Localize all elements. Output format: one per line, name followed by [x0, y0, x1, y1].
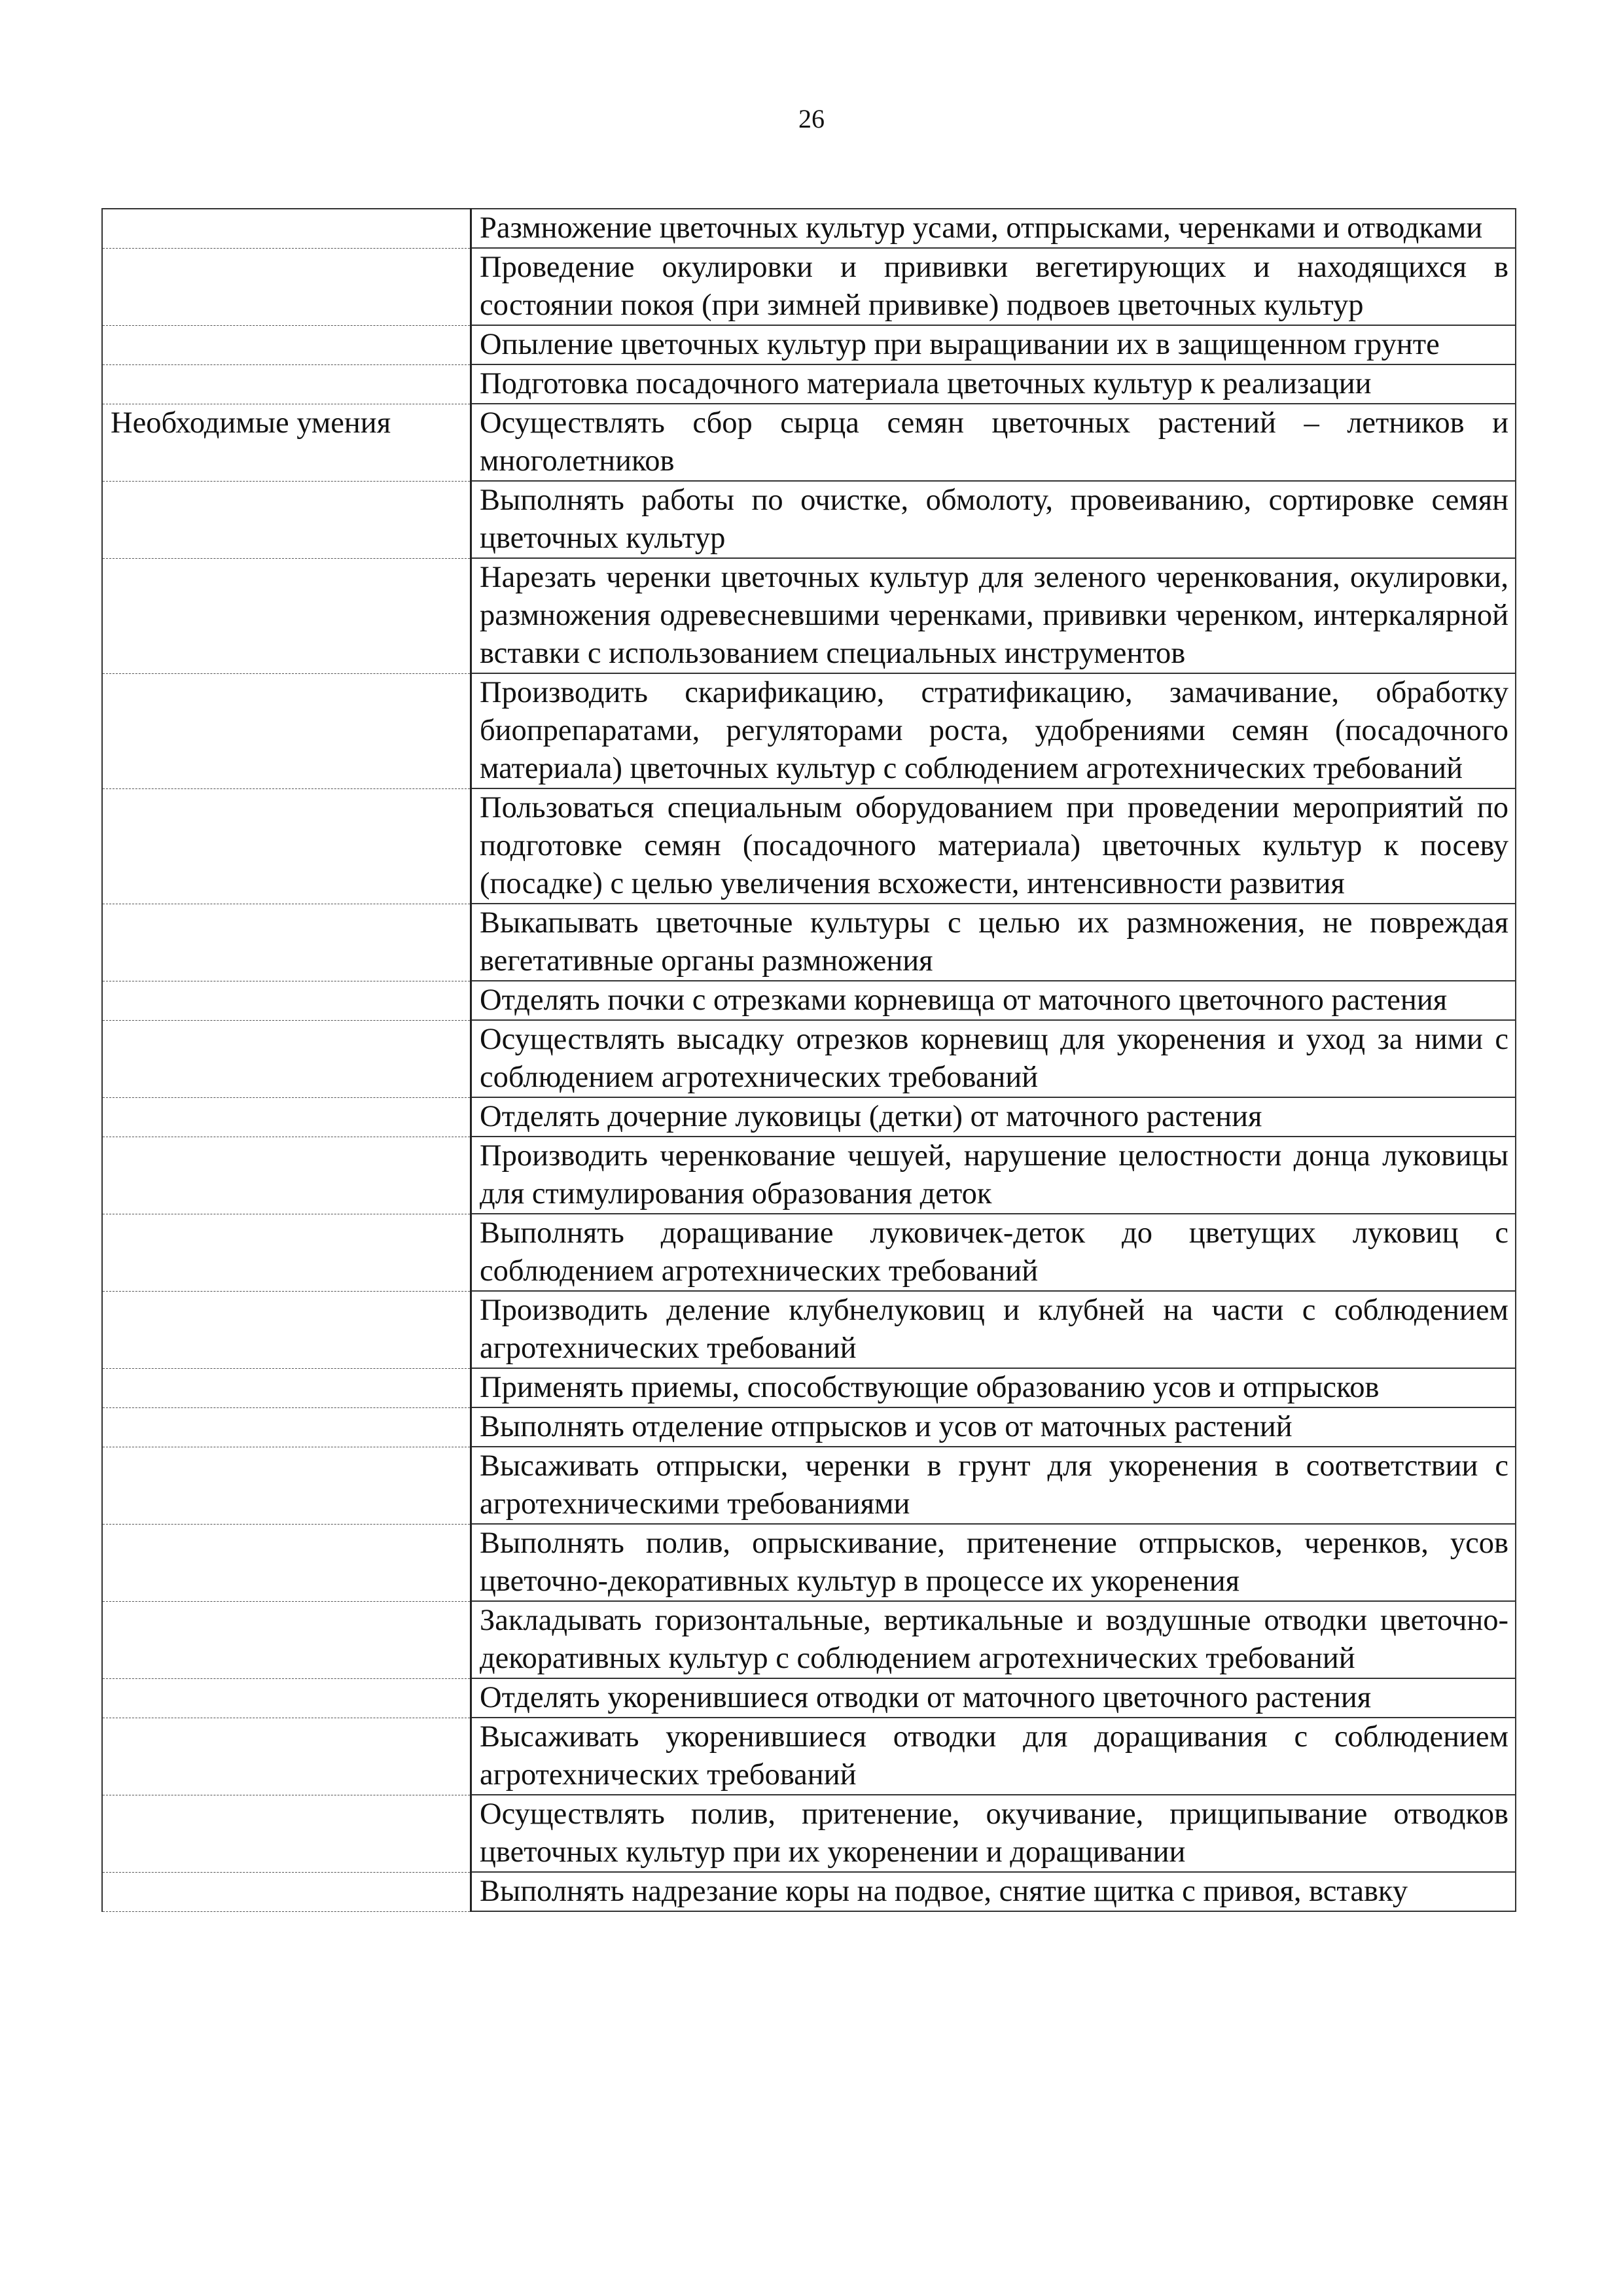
row-label-cell: [102, 1097, 471, 1137]
row-text: Выполнять надрезание коры на подвое, снятие щитка с привоя, вставку: [471, 1872, 1516, 1911]
row-label-cell: [102, 325, 471, 364]
table-row: [102, 1214, 1516, 1291]
table-row: [102, 1795, 1516, 1872]
row-label-cell: [102, 1447, 471, 1524]
row-label-cell: [102, 788, 471, 904]
table-row: [102, 209, 1516, 248]
table-row: [102, 1447, 1516, 1524]
table-row: [102, 1368, 1516, 1407]
row-label-cell: [102, 1214, 471, 1291]
table-row: [102, 558, 1516, 673]
table-row: [102, 981, 1516, 1020]
row-text: Выполнять доращивание луковичек-деток до цветущих луковиц с соблюдением агротехнических требований: [471, 1214, 1516, 1291]
table-row: [102, 325, 1516, 364]
row-label-cell: [102, 1795, 471, 1872]
table-row: [102, 1137, 1516, 1214]
row-text: Отделять почки с отрезками корневища от маточного цветочного растения: [471, 981, 1516, 1020]
table-row: [102, 481, 1516, 558]
requirements-table: [101, 208, 1516, 1912]
row-label-cell: [102, 1368, 471, 1407]
table-row: [102, 1097, 1516, 1137]
row-label-cell: [102, 364, 471, 404]
row-label-cell: [102, 981, 471, 1020]
row-text: Высаживать отпрыски, черенки в грунт для укоренения в соответствии с агротехническими требованиями: [471, 1447, 1516, 1524]
row-text: Выполнять работы по очистке, обмолоту, провеиванию, сортировке семян цветочных культур: [471, 481, 1516, 558]
row-text: Осуществлять полив, притенение, окучивание, прищипывание отводков цветочных культур при их укоренении и доращивании: [471, 1795, 1516, 1872]
row-label-cell: [102, 673, 471, 788]
page-number: 26: [798, 104, 825, 133]
table-row: [102, 1524, 1516, 1601]
table-row: [102, 1291, 1516, 1368]
row-label-cell: [102, 1291, 471, 1368]
table-row: [102, 788, 1516, 904]
row-text: Осуществлять сбор сырца семян цветочных растений – летников и многолетников: [471, 404, 1516, 481]
table-row: [102, 904, 1516, 981]
row-label-cell: [102, 1137, 471, 1214]
row-text: Проведение окулировки и прививки вегетирующих и находящихся в состоянии покоя (при зимней прививке) подвоев цветочных культур: [471, 248, 1516, 325]
table-row: [102, 404, 1516, 481]
row-text: Отделять дочерние луковицы (детки) от маточного растения: [471, 1097, 1516, 1137]
row-label-cell: [102, 558, 471, 673]
row-text: Выкапывать цветочные культуры с целью их размножения, не повреждая вегетативные органы размножения: [471, 904, 1516, 981]
row-text: Закладывать горизонтальные, вертикальные и воздушные отводки цветочно-декоративных культур с соблюдением агротехнических требований: [471, 1601, 1516, 1678]
table-row: [102, 1601, 1516, 1678]
row-text: Опыление цветочных культур при выращивании их в защищенном грунте: [471, 325, 1516, 364]
table-row: [102, 364, 1516, 404]
row-label-cell: [102, 1718, 471, 1795]
row-text: Производить скарификацию, стратификацию, замачивание, обработку биопрепаратами, регуляторами роста, удобрениями семян (посадочного материала) цветочных культур с соблюдением агротехнических требований: [471, 673, 1516, 788]
row-label-cell: [102, 1872, 471, 1911]
table-row: [102, 1407, 1516, 1447]
row-text: Высаживать укоренившиеся отводки для доращивания с соблюдением агротехнических требований: [471, 1718, 1516, 1795]
table-row: [102, 248, 1516, 325]
table-row: [102, 1678, 1516, 1718]
row-label-cell: [102, 1678, 471, 1718]
row-text: Нарезать черенки цветочных культур для зеленого черенкования, окулировки, размножения одревесневшими черенками, прививки черенком, интеркалярной вставки с использованием специальных инструментов: [471, 558, 1516, 673]
row-text: Выполнять отделение отпрысков и усов от маточных растений: [471, 1407, 1516, 1447]
requirements-table-body: [102, 209, 1516, 1911]
row-label-cell: [102, 209, 471, 248]
row-label: Необходимые умения: [111, 406, 391, 440]
row-label-cell: [102, 1020, 471, 1097]
table-row: [102, 1020, 1516, 1097]
row-label-cell: [102, 1407, 471, 1447]
row-label-cell: [102, 1524, 471, 1601]
row-text: Подготовка посадочного материала цветочных культур к реализации: [471, 364, 1516, 404]
row-text: Размножение цветочных культур усами, отпрысками, черенками и отводками: [471, 209, 1516, 248]
table-row: [102, 673, 1516, 788]
row-text: Производить черенкование чешуей, нарушение целостности донца луковицы для стимулирования образования деток: [471, 1137, 1516, 1214]
row-label-cell: [102, 248, 471, 325]
table-row: [102, 1718, 1516, 1795]
row-text: Применять приемы, способствующие образованию усов и отпрысков: [471, 1368, 1516, 1407]
row-text: Осуществлять высадку отрезков корневищ для укоренения и уход за ними с соблюдением агротехнических требований: [471, 1020, 1516, 1097]
row-label-cell: [102, 481, 471, 558]
row-text: Выполнять полив, опрыскивание, притенение отпрысков, черенков, усов цветочно-декоративных культур в процессе их укоренения: [471, 1524, 1516, 1601]
row-label-cell: [102, 904, 471, 981]
row-label-cell: [102, 404, 471, 481]
row-text: Отделять укоренившиеся отводки от маточного цветочного растения: [471, 1678, 1516, 1718]
row-label-cell: [102, 1601, 471, 1678]
table-row: [102, 1872, 1516, 1911]
row-text: Пользоваться специальным оборудованием при проведении мероприятий по подготовке семян (посадочного материала) цветочных культур к посеву (посадке) с целью увеличения всхожести, интенсивности развития: [471, 788, 1516, 904]
row-text: Производить деление клубнелуковиц и клубней на части с соблюдением агротехнических требований: [471, 1291, 1516, 1368]
